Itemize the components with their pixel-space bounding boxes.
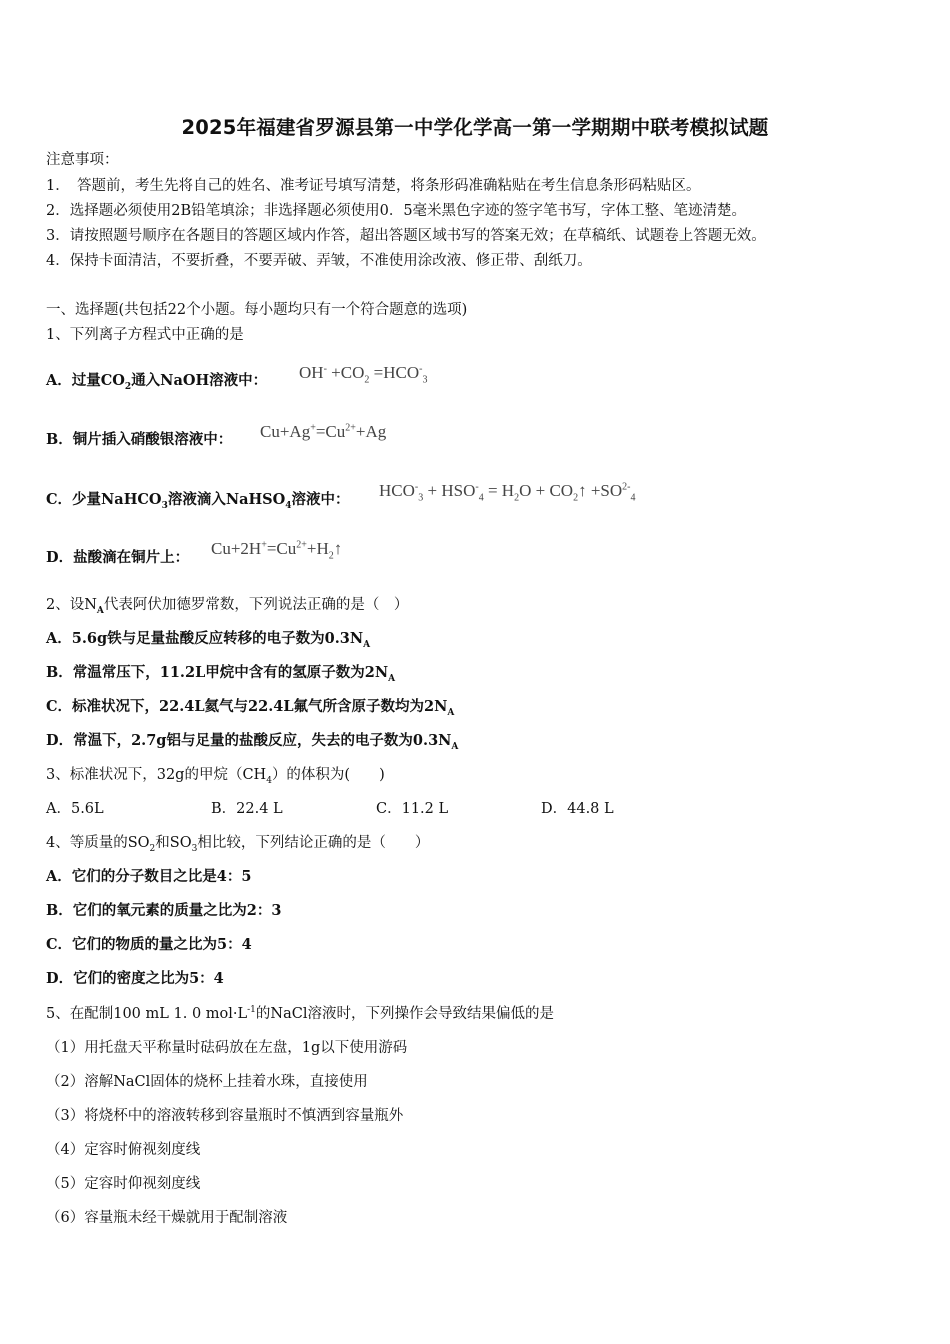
q1-option-b: B．铜片插入硝酸银溶液中： bbox=[46, 431, 233, 448]
q2-option-c: C．标准状况下，22.4L氦气与22.4L氟气所含原子数均为$2N_A$ bbox=[46, 698, 455, 718]
notice-item-3: 3．请按照题号顺序在各题目的答题区域内作答，超出答题区域书写的答案无效；在草稿纸、试题卷上答题无效。 bbox=[46, 228, 766, 244]
q4-stem: 4、等质量的$SO_2$和$SO_3$相比较，下列结论正确的是（ ） bbox=[46, 835, 430, 854]
q3-option-a: A．5.6L bbox=[46, 801, 104, 817]
notice-item-4: 4．保持卡面清洁，不要折叠，不要弄破、弄皱，不准使用涂改液、修正带、刮纸刀。 bbox=[46, 253, 592, 269]
q2-option-a: A．5.6g铁与足量盐酸反应转移的电子数为$0.3N_A$ bbox=[46, 630, 371, 650]
q1-formula-d: $Cu+2H^+=Cu^{2+}+H_2↑$ bbox=[211, 539, 343, 562]
q2-option-d: D．常温下，2.7g铝与足量的盐酸反应，失去的电子数为$0.3N_A$ bbox=[46, 732, 459, 752]
section-heading: 一、选择题(共包括22个小题。每小题均只有一个符合题意的选项) bbox=[46, 302, 468, 318]
q1-option-d: D．盐酸滴在铜片上： bbox=[46, 549, 190, 566]
q5-item-5: （5）定容时仰视刻度线 bbox=[46, 1176, 201, 1192]
q3-stem: 3、标准状况下，32g的甲烷$(CH_4)$的体积为( ) bbox=[46, 767, 385, 786]
q1-option-c: C．少量NaHCO$_3$溶液滴入NaHSO$_4$溶液中： bbox=[46, 491, 350, 511]
q5-item-2: （2）溶解NaCl固体的烧杯上挂着水珠，直接使用 bbox=[46, 1074, 368, 1090]
q3-option-d: D．44.8 L bbox=[541, 801, 614, 817]
q5-item-6: （6）容量瓶未经干燥就用于配制溶液 bbox=[46, 1210, 288, 1226]
q4-option-d: D．它们的密度之比为5：4 bbox=[46, 970, 224, 987]
q5-item-3: （3）将烧杯中的溶液转移到容量瓶时不慎洒到容量瓶外 bbox=[46, 1108, 404, 1124]
q3-option-c: C．11.2 L bbox=[376, 801, 449, 817]
q1-formula-b: $Cu+Ag^+=Cu^{2+}+Ag$ bbox=[260, 422, 387, 441]
q3-option-b: B．22.4 L bbox=[211, 801, 283, 817]
q5-stem: 5、在配制100 mL 1. 0 $mol\cdot L^{-1}$的NaCl溶液时，下列操作会导致结果偏低的是 bbox=[46, 1005, 554, 1022]
q1-stem: 1、下列离子方程式中正确的是 bbox=[46, 327, 244, 343]
q4-option-a: A．它们的分子数目之比是4：5 bbox=[46, 868, 252, 885]
notice-item-2: 2．选择题必须使用2B铅笔填涂；非选择题必须使用0．5毫米黑色字迹的签字笔书写，字体工整、笔迹清楚。 bbox=[46, 203, 747, 219]
q1-option-a: A．过量$CO_2$通入NaOH溶液中： bbox=[46, 372, 268, 392]
notice-item-1: 1． 答题前，考生先将自己的姓名、准考证号填写清楚，将条形码准确粘贴在考生信息条形码粘贴区。 bbox=[46, 178, 701, 194]
q1-formula-c: $HCO^-_3 + HSO^-_4 = H_2O$ + $CO_2↑ +SO^{2-}_4$ bbox=[379, 481, 636, 504]
q2-option-b: B．常温常压下，11.2L甲烷中含有的氢原子数为$2N_A$ bbox=[46, 664, 396, 684]
q5-item-1: （1）用托盘天平称量时砝码放在左盘，1g以下使用游码 bbox=[46, 1040, 408, 1056]
notice-heading: 注意事项： bbox=[46, 152, 119, 168]
q2-stem: 2、设$N_A$代表阿伏加德罗常数，下列说法正确的是（ ） bbox=[46, 597, 409, 616]
page-title: 2025年福建省罗源县第一中学化学高一第一学期期中联考模拟试题 bbox=[181, 116, 769, 139]
q5-item-4: （4）定容时俯视刻度线 bbox=[46, 1142, 201, 1158]
q4-option-c: C．它们的物质的量之比为5：4 bbox=[46, 936, 252, 953]
q1-formula-a: $OH^- +CO_2 =HCO^-_3$ bbox=[299, 363, 428, 386]
q4-option-b: B．它们的氧元素的质量之比为2：3 bbox=[46, 902, 282, 919]
